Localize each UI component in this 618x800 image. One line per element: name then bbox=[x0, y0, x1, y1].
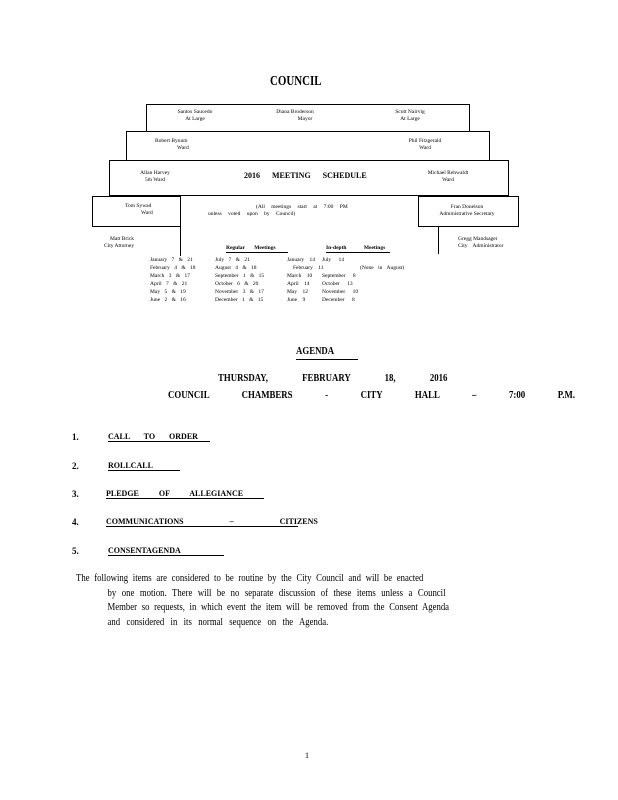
indepth-col-1: January 14 February 11 March 10 April 14 May 12 June 9 bbox=[287, 257, 324, 303]
regular-col-2: July 7 & 21 August 4 & 18 September 1 & 15 October 6 & 20 November 3 & 17 December 1 & 15 bbox=[215, 257, 265, 303]
member-broderson: Diana Broderson Mayor bbox=[276, 109, 314, 122]
city-attorney: Matt Brick City Attorney bbox=[104, 236, 135, 249]
item-4-number: 4. bbox=[72, 517, 79, 527]
item-2-number: 2. bbox=[72, 461, 79, 471]
indepth-meetings-heading: In-depth Meetings bbox=[326, 245, 390, 253]
member-sywad: Tom Sywad Ward bbox=[125, 203, 153, 216]
item-1-label: CALL TO ORDER bbox=[108, 432, 210, 442]
item-2-label: ROLLCALL bbox=[108, 461, 180, 471]
page-title: COUNCIL bbox=[270, 74, 322, 89]
item-5-label: CONSENTAGENDA bbox=[108, 546, 224, 556]
member-rehwaldt: Michael Rehwaldt Ward bbox=[427, 170, 469, 183]
item-3-number: 3. bbox=[72, 489, 79, 499]
page-number: 1 bbox=[305, 751, 309, 760]
item-5-number: 5. bbox=[72, 546, 79, 556]
item-1-number: 1. bbox=[72, 432, 79, 442]
schedule-title: 2016 MEETING SCHEDULE bbox=[244, 171, 367, 180]
connector-right bbox=[438, 226, 439, 254]
city-administrator: Gregg Mandsager City Administrator bbox=[458, 236, 504, 249]
indepth-col-2: July 14 (None in August) September 8 October 13 November 10 December 8 bbox=[322, 257, 405, 303]
item-4-label: COMMUNICATIONS – CITIZENS bbox=[106, 517, 318, 526]
regular-meetings-heading: Regular Meetings bbox=[226, 245, 288, 253]
item-3-label: PLEDGE OF ALLEGIANCE bbox=[106, 489, 264, 499]
regular-col-1: January 7 & 21 February 4 & 18 March 3 & 17 April 7 & 21 May 5 & 19 June 2 & 16 bbox=[150, 257, 196, 303]
connector-left bbox=[180, 226, 181, 256]
meeting-location: COUNCIL CHAMBERS - CITY HALL – 7:00 P.M. bbox=[168, 389, 575, 401]
member-donelson: Fran Donelson Administrative Secretary bbox=[439, 204, 495, 217]
member-fitzgerald: Phil Fitzgerald Ward bbox=[408, 138, 442, 151]
meeting-note: (All meetings start at 7:00 PM unless voted upon by Council) bbox=[208, 204, 348, 217]
consent-paragraph: The following items are considered to be routine by the City Council and will be enacted by one motion. There will be no separate discussion of these items unless a Council Member so requests, in which event the item will be removed from the Consent Agenda and considered in its normal sequence on the Agenda. bbox=[76, 573, 450, 628]
agenda-heading: AGENDA bbox=[296, 341, 358, 360]
member-nairvig: Scott Nairvig At Large bbox=[395, 109, 425, 122]
member-harvey: Allan Harvey 5th Ward bbox=[140, 170, 170, 183]
meeting-date: THURSDAY, FEBRUARY 18, 2016 bbox=[218, 372, 448, 384]
member-bynum: Robert Bynum Ward bbox=[155, 138, 189, 151]
member-saucedo: Santos Saucedo At Large bbox=[177, 109, 213, 122]
